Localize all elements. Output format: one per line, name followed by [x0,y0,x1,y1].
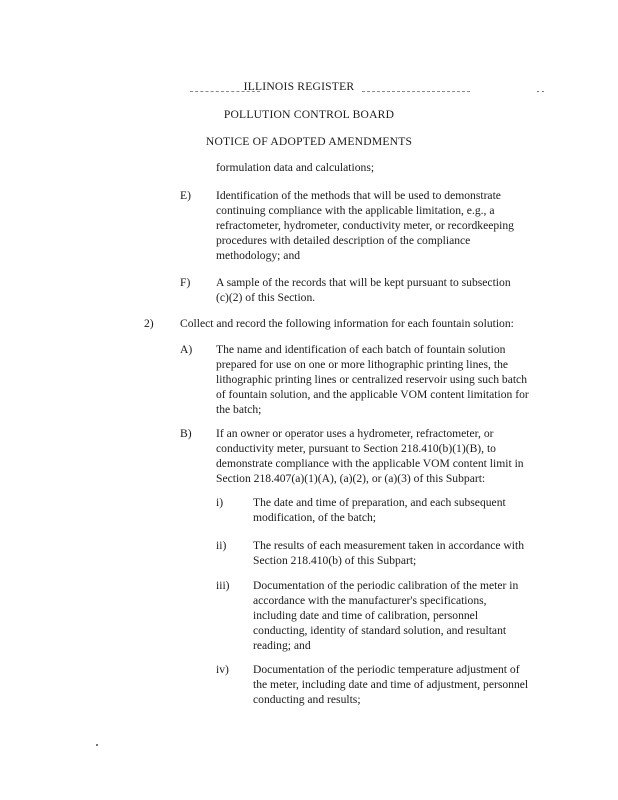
text-line: (c)(2) of this Section. [216,291,316,304]
item-label-iv: iv) [216,663,229,676]
register-title: ILLINOIS REGISTER [243,80,355,93]
text-line: accordance with the manufacturer's specifications, [253,594,487,607]
scan-speck [96,744,98,746]
text-line: modification, of the batch; [253,511,376,524]
text-line: the batch; [216,403,262,416]
text-line: conducting, identity of standard solution, and resultant [253,624,507,637]
header-mark [542,91,544,92]
item-label-ii: ii) [216,539,227,552]
text-line: The date and time of preparation, and each subsequent [253,496,506,509]
header-rule-right [362,91,470,92]
text-line: Section 218.407(a)(1)(A), (a)(2), or (a)(3) of this Subpart: [216,472,486,485]
text-line: conductivity meter, pursuant to Section 218.410(b)(1)(B), to [216,442,496,455]
text-line: the meter, including date and time of adjustment, personnel [253,678,529,691]
item-label-A: A) [180,343,193,356]
text-line: conducting and results; [253,693,361,706]
text-line: of fountain solution, and the applicable VOM content limitation for [216,388,529,401]
item-text-ii [253,538,524,568]
text-line: demonstrate compliance with the applicable VOM content limit in [216,457,524,470]
text-line: reading; and [253,639,311,652]
item-text-B [216,426,524,486]
text-line: The results of each measurement taken in accordance with [253,539,525,552]
text-line: If an owner or operator uses a hydrometer, refractometer, or [216,427,494,440]
text-line: including date and time of calibration, personnel [253,609,479,622]
text-line: continuing compliance with the applicable limitation, e.g., a [216,204,495,217]
text-line: The name and identification of each batch of fountain solution [216,343,506,356]
item-text-2 [180,316,514,331]
text-line: methodology; and [216,249,301,262]
text-line: Section 218.410(b) of this Subpart; [253,554,417,567]
item-text-F [216,275,511,305]
text-line: formulation data and calculations; [216,161,375,174]
text-line: Identification of the methods that will be used to demonstrate [216,189,501,202]
notice-title: NOTICE OF ADOPTED AMENDMENTS [205,135,413,148]
item-text-iv [253,662,528,707]
item-label-B: B) [180,427,192,440]
text-line: procedures with detailed description of the compliance [216,234,471,247]
header-mark [537,91,539,92]
item-label-E: E) [180,189,191,202]
item-text-iii [253,578,518,653]
text-line: refractometer, hydrometer, conductivity meter, or recordkeeping [216,219,514,232]
continuation-text [216,160,374,175]
text-line: prepared for use on one or more lithographic printing lines, the [216,358,509,371]
item-text-i [253,495,506,525]
item-label-F: F) [180,276,191,289]
item-label-iii: iii) [216,579,230,592]
text-line: Collect and record the following information for each fountain solution: [180,317,514,330]
item-label-i: i) [216,496,224,509]
text-line: lithographic printing lines or centralized reservoir using such batch [216,373,528,386]
board-title: POLLUTION CONTROL BOARD [223,108,395,121]
text-line: Documentation of the periodic calibration of the meter in [253,579,519,592]
text-line: Documentation of the periodic temperature adjustment of [253,663,520,676]
text-line: A sample of the records that will be kept pursuant to subsection [216,276,511,289]
header-rule-left [190,91,260,92]
item-text-A [216,342,529,417]
item-text-E [216,188,514,263]
item-label-2: 2) [144,317,154,330]
